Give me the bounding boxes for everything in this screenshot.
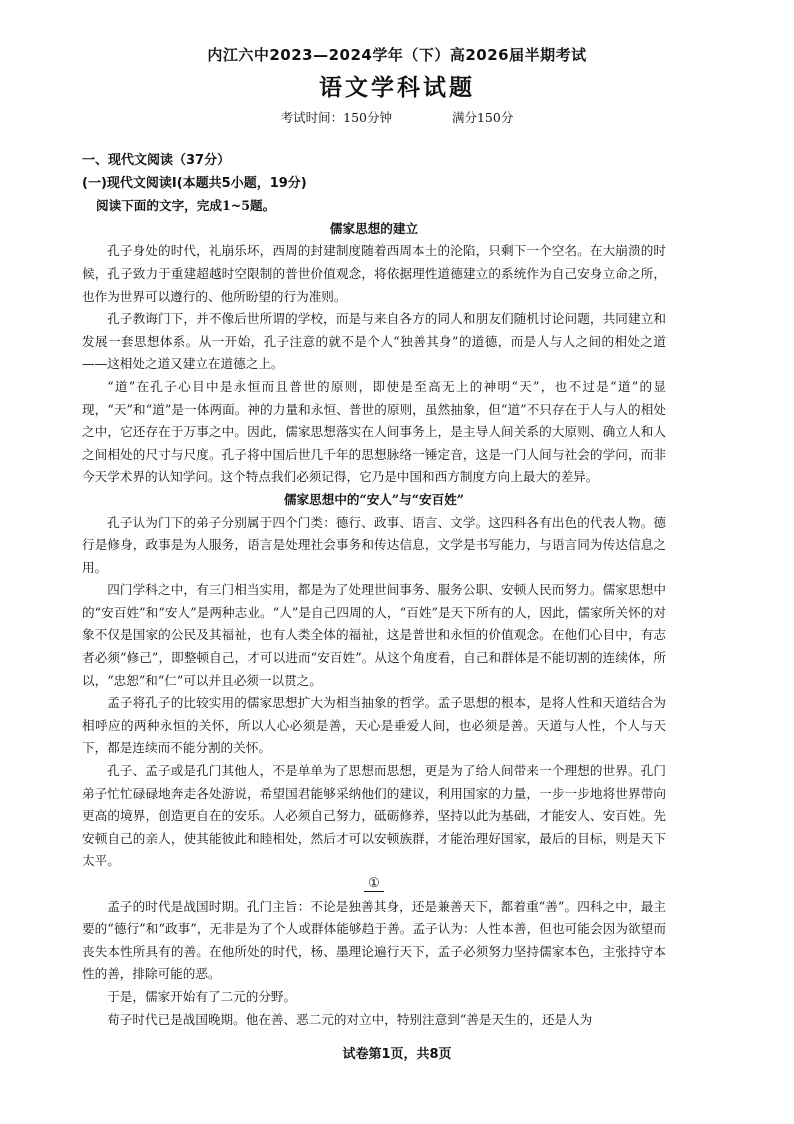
reading-instruction: 阅读下面的文字，完成1~5题。	[96, 198, 276, 214]
exam-content	[82, 150, 666, 1031]
exam-score: 满分150分	[451, 110, 514, 125]
article-paragraph: 四门学科之中，有三门相当实用，都是为了处理世间事务、服务公职、安顿人民而努力。儒家思想中的“安百姓”和“安人”是两种志业。“人”是自己四周的人，“百姓”是天下所有的人，因此，儒家所关怀的对象不仅是国家的公民及其福祉，也有人类全体的福祉，这是普世和永恒的价值观念。在他们心目中，有志者必须“修己”，即整顿自己，才可以进而“安百姓”。从这个角度看，自己和群体是不能切割的连续体，所以，“忠恕”和“仁”可以并且必须一以贯之。	[82, 582, 666, 688]
section-marker-number: ①	[364, 876, 384, 892]
section-heading: 一、现代文阅读（37分）	[82, 153, 231, 168]
exam-time: 考试时间：150分钟	[280, 110, 392, 125]
article-paragraph: 于是，儒家开始有了二元的分野。	[107, 988, 297, 1004]
exam-title: 内江六中2023—2024学年（下）高2026届半期考试	[207, 46, 587, 64]
article-paragraph: 孔子、孟子或是孔门其他人，不是单单为了思想而思想，更是为了给人间带来一个理想的世界。孔门弟子忙忙碌碌地奔走各处游说，希望国君能够采纳他们的建议，利用国家的力量，一步一步地将世界带向更高的境界，创造更自在的安乐。人必须自己努力，砥砺修养，坚持以此为基础，才能安人、安百姓。先安顿自己的亲人，使其能彼此和睦相处，然后才可以安顿族群，才能治理好国家，最后的目标，则是天下太平。	[82, 763, 666, 869]
article-paragraph: 孔子认为门下的弟子分别属于四个门类：德行、政事、语言、文学。这四科各有出色的代表人物。德行是修身，政事是为人服务，语言是处理社会事务和传达信息，文学是书写能力，与语言同为传达信息之用。	[82, 514, 666, 575]
article-paragraph: 孔子教诲门下，并不像后世所谓的学校，而是与来自各方的同人和朋友们随机讨论问题，共同建立和发展一套思想体系。从一开始，孔子注意的就不是个人“独善其身”的道德，而是人与人之间的相处之道——这相处之道又建立在道德之上。	[82, 311, 666, 372]
article-paragraph: 荀子时代已是战国晚期。他在善、恶二元的对立中，特别注意到“善是天生的，还是人为	[107, 1011, 593, 1027]
section-marker	[82, 873, 666, 896]
exam-info	[0, 108, 794, 126]
page-footer: 试卷第1页，共8页	[342, 1047, 452, 1062]
article-title-2: 儒家思想中的“安人”与“安百姓”	[283, 491, 465, 507]
article-paragraph: 孟子将孔子的比较实用的儒家思想扩大为相当抽象的哲学。孟子思想的根本，是将人性和天道结合为相呼应的两种永恒的关怀，所以人心必须是善，天心是垂爱人间，也必须是善。天道与人性，个人与天下，都是连续而不能分割的关怀。	[82, 695, 666, 756]
article-paragraph: 孔子身处的时代，礼崩乐坏，西周的封建制度随着西周本土的沦陷，只剩下一个空名。在大崩溃的时候，孔子致力于重建超越时空限制的普世价值观念，将依据理性道德建立的系统作为自己安身立命之所，也作为世界可以遵行的、他所盼望的行为准则。	[82, 243, 666, 304]
exam-header	[0, 44, 794, 126]
article-paragraph: “道”在孔子心目中是永恒而且普世的原则，即使是至高无上的神明“天”，也不过是“道”的显现，“天”和“道”是一体两面。神的力量和永恒、普世的原则，虽然抽象，但“道”不只存在于人与人的相处之中，它还存在于万事之中。因此，儒家思想落实在人间事务上，是主导人间关系的大原则、确立人和人之间相处的尺寸与尺度。孔子将中国后世几千年的思想脉络一锤定音，这是一门人间与社会的学问，而非今天学术界的认知学问。这个特点我们必须记得，它乃是中国和西方制度方向上最大的差异。	[82, 378, 666, 485]
subsection-heading: (一)现代文阅读Ⅰ(本题共5小题，19分)	[82, 175, 307, 191]
article-paragraph: 孟子的时代是战国时期。孔门主旨：不论是独善其身，还是兼善天下，都着重“善”。四科之中，最主要的“德行”和“政事”，无非是为了个人或群体能够趋于善。孟子认为：人性本善，但也可能会因为欲望而丧失本性所具有的善。在他所处的时代，杨、墨理论遍行天下，孟子必须努力坚持儒家本色，主张持守本性的善，排除可能的恶。	[82, 898, 666, 982]
subject-title: 语文学科试题	[319, 75, 475, 101]
article-title-1: 儒家思想的建立	[329, 220, 419, 236]
